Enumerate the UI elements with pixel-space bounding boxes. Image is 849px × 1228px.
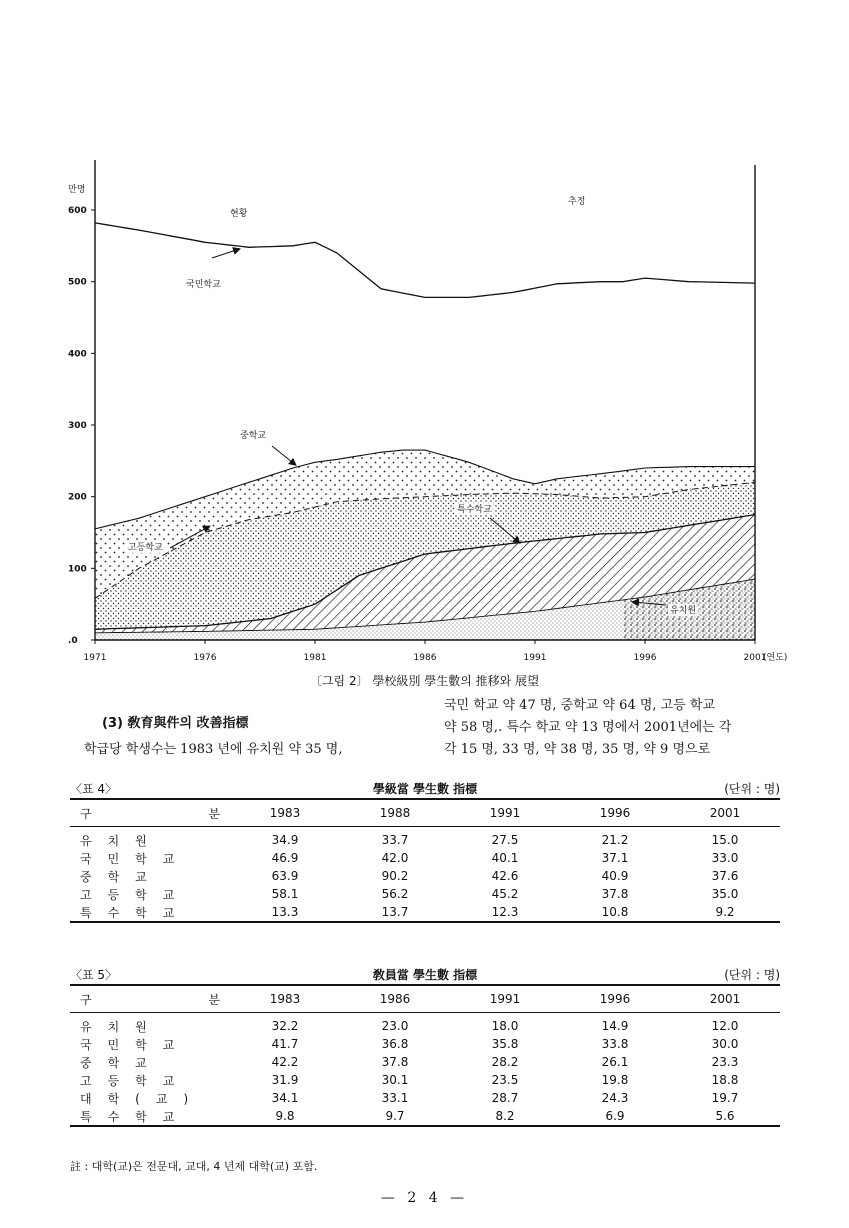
table-row: 중학교 42.2 37.8 28.2 26.1 23.3 [80,1055,739,1070]
y-tick-label: 500 [68,277,87,288]
x-tick-label: 1971 [83,653,107,663]
y-tick-label: 600 [68,206,87,216]
table-4-number: 〈표 4〉 [70,782,118,796]
table-4-year: 1988 [379,806,411,820]
section-heading: (3) 敎育與件의 改善指標 [102,716,249,731]
middle-school-label: 중학교 [240,431,267,441]
table-4-unit: (단위 : 명) [724,782,780,796]
x-tick-label: 2001 [743,653,767,663]
page-number: — 2 4 — [380,1190,469,1206]
table-footnote: 註 : 대학(교)은 전문대, 교대, 4 년제 대학(교) 포함. [70,1160,318,1173]
paragraph-left: 학급당 학생수는 1983 년에 유치원 약 35 명, [84,742,343,757]
table-5-year: 1986 [379,992,411,1006]
x-tick-label: 1981 [303,653,327,663]
y-tick-label: 300 [68,421,87,431]
table-row: 특수학교 13.3 13.7 12.3 10.8 9.2 [70,903,780,922]
student-trend-chart [0,150,849,670]
table-row: 고등학교 31.9 30.1 23.5 19.8 18.8 [80,1073,739,1088]
table-5-year: 1983 [269,992,301,1006]
table-4-header-category: 구 분 [80,806,220,821]
table-4-year: 2001 [709,806,741,820]
table-row: 중학교 63.9 90.2 42.6 40.9 37.6 [80,869,739,884]
table-row: 고등학교 58.1 56.2 45.2 37.8 35.0 [80,887,739,902]
paragraph-right-line-3: 각 15 명, 33 명, 약 38 명, 35 명, 약 9 명으로 [444,742,711,757]
table-row: 국민학교 46.9 42.0 40.1 37.1 33.0 [80,851,739,866]
paragraph-right-line-2: 약 58 명,. 특수 학교 약 13 명에서 2001년에는 각 [444,720,732,735]
table-row: 유치원 34.9 33.7 27.5 21.2 15.0 [80,833,739,848]
y-tick-label: 100 [68,564,87,575]
table-row: 특수학교 9.8 9.7 8.2 6.9 5.6 [70,1107,780,1126]
x-tick-label: 1991 [523,653,547,663]
table-4-year: 1983 [269,806,301,820]
table-5-year: 1991 [489,992,521,1006]
table-4 [70,798,780,923]
period-label-forecast: 추정 [568,197,586,207]
table-5 [70,984,780,1127]
table-5-unit: (단위 : 명) [724,968,780,982]
y-tick-label: 400 [68,349,87,360]
figure-caption: 〔그림 2〕 學校級別 學生數의 推移와 展望 [309,674,540,688]
table-row: 국민학교 41.7 36.8 35.8 33.8 30.0 [80,1037,739,1052]
y-tick-label: 200 [68,492,87,503]
table-5-year: 2001 [709,992,741,1006]
table-4-year: 1996 [599,806,631,820]
table-5-number: 〈표 5〉 [70,968,118,982]
primary-school-arrow [212,249,240,258]
table-4-year: 1991 [489,806,521,820]
middle-school-arrow [272,446,296,465]
table-5-title: 敎員當 學生數 指標 [372,968,478,982]
table-5-header-category: 구 분 [80,992,220,1007]
table-row: 대학(교) 34.1 33.1 28.7 24.3 19.7 [80,1091,739,1106]
special-school-label: 특수학교 [457,505,492,515]
table-4-block [70,778,780,923]
y-axis-unit: 만명 [68,185,86,195]
x-tick-label: 1996 [633,653,657,663]
x-axis-unit: (연도) [763,653,788,663]
kindergarten-label: 유치원 [670,606,697,616]
table-5-year: 1996 [599,992,631,1006]
period-label-actual: 현황 [230,209,248,219]
x-tick-label: 1976 [193,653,217,663]
high-school-label: 고등학교 [128,543,163,553]
y-tick-label: .0 [68,636,78,646]
paragraph-right-line-1: 국민 학교 약 47 명, 중학교 약 64 명, 고등 학교 [444,698,716,713]
x-tick-label: 1986 [413,653,437,663]
table-4-title: 學級當 學生數 指標 [372,782,478,796]
table-5-block [70,964,780,1127]
primary-school-label: 국민학교 [186,280,221,290]
table-row: 유치원 32.2 23.0 18.0 14.9 12.0 [80,1019,739,1034]
